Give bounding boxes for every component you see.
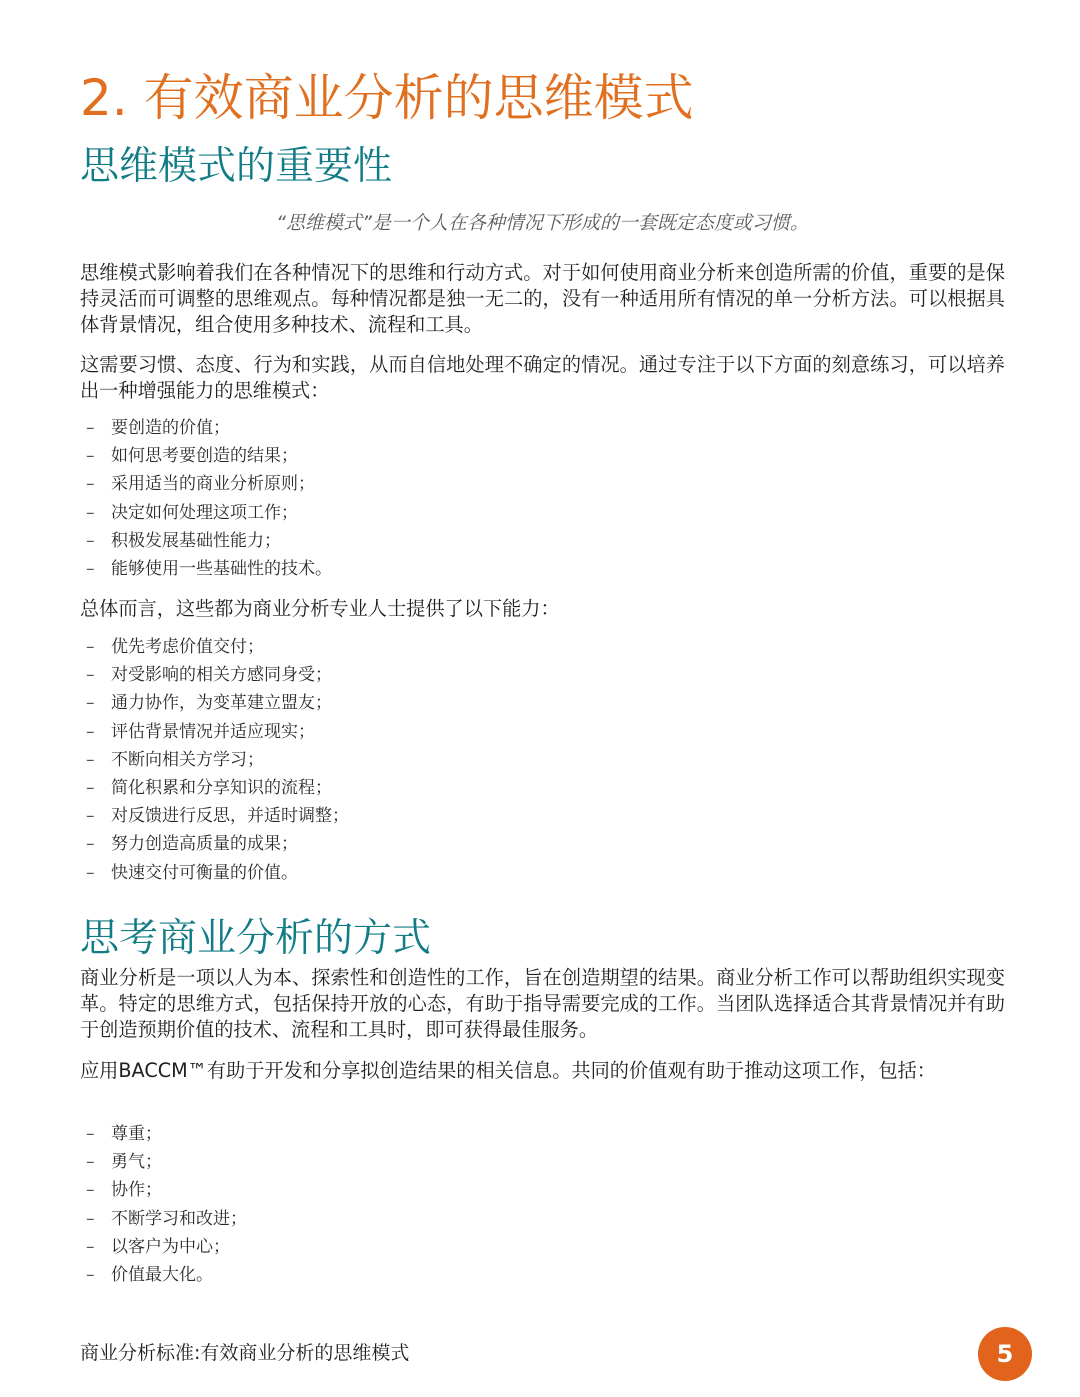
paragraph-habits: 这需要习惯、态度、行为和实践，从而自信地处理不确定的情况。通过专注于以下方面的刻意练习，可以培养出一种增强能力的思维模式： [80, 353, 1005, 402]
dash-bullet: – [86, 1124, 95, 1144]
list-item [80, 499, 332, 527]
dash-bullet: – [86, 1265, 95, 1286]
dash-bullet: – [86, 834, 95, 855]
dash-bullet: – [86, 474, 95, 495]
section-heading-mindset-importance: 思维模式的重要性 [80, 144, 393, 189]
list-item [80, 1233, 247, 1261]
list-item [80, 689, 349, 717]
list-item [80, 746, 349, 774]
dash-bullet: – [86, 1152, 95, 1173]
list-item-text: 协作； [111, 1180, 162, 1201]
list-item [80, 1176, 247, 1204]
list-item-text: 不断学习和改进； [111, 1208, 247, 1229]
dash-bullet: – [86, 721, 95, 742]
dash-bullet: – [86, 502, 95, 523]
list-item-text: 要创造的价值； [111, 418, 230, 438]
list-item-text: 优先考虑价值交付； [111, 637, 264, 657]
list-item [80, 1205, 247, 1233]
list-item [80, 633, 349, 661]
list-item [80, 555, 332, 583]
list-item [80, 859, 349, 887]
list-item [80, 661, 349, 689]
list-item-text: 努力创造高质量的成果； [111, 834, 298, 855]
footer-text: 商业分析标准:有效商业分析的思维模式 [80, 1342, 410, 1364]
list-item [80, 470, 332, 498]
list-item-text: 尊重； [111, 1124, 162, 1144]
paragraph-baccm: 应用BACCM™有助于开发和分享拟创造结果的相关信息。共同的价值观有助于推动这项工作，包括： [80, 1059, 936, 1082]
abilities-list [80, 633, 349, 887]
dash-bullet: – [86, 559, 95, 580]
list-item-text: 快速交付可衡量的价值。 [111, 862, 298, 883]
dash-bullet: – [86, 806, 95, 827]
list-item [80, 1148, 247, 1176]
dash-bullet: – [86, 1180, 95, 1201]
list-item-text: 对受影响的相关方感同身受； [111, 665, 332, 686]
list-item-text: 通力协作，为变革建立盟友； [111, 693, 332, 714]
paragraph-summary: 总体而言，这些都为商业分析专业人士提供了以下能力： [80, 597, 560, 620]
dash-bullet: – [86, 418, 95, 438]
list-item [80, 802, 349, 830]
paragraph-mindset-influence: 思维模式影响着我们在各种情况下的思维和行动方式。对于如何使用商业分析来创造所需的价值，重要的是保持灵活而可调整的思维观点。每种情况都是独一无二的，没有一种适用所有情况的单一分析方法。可以根据具体背景情况，组合使用多种技术、流程和工具。 [80, 261, 1005, 336]
list-item-text: 评估背景情况并适应现实； [111, 721, 315, 742]
list-item-text: 价值最大化。 [111, 1265, 213, 1286]
dash-bullet: – [86, 693, 95, 714]
page-title: 2. 有效商业分析的思维模式 [80, 69, 694, 127]
definition-quote: “思维模式”是一个人在各种情况下形成的一套既定态度或习惯。 [276, 212, 809, 234]
list-item [80, 1120, 247, 1148]
list-item-text: 对反馈进行反思，并适时调整； [111, 806, 349, 827]
list-item [80, 1261, 247, 1289]
list-item [80, 830, 349, 858]
dash-bullet: – [86, 530, 95, 551]
paragraph-business-analysis: 商业分析是一项以人为本、探索性和创造性的工作，旨在创造期望的结果。商业分析工作可以帮助组织实现变革。特定的思维方式，包括保持开放的心态，有助于指导需要完成的工作。当团队选择适合其背景情况并有助于创造预期价值的技术、流程和工具时，即可获得最佳服务。 [80, 966, 1005, 1041]
dash-bullet: – [86, 637, 95, 657]
values-list [80, 1120, 247, 1289]
dash-bullet: – [86, 778, 95, 799]
list-item-text: 决定如何处理这项工作； [111, 502, 298, 523]
list-item-text: 以客户为中心； [111, 1236, 230, 1257]
list-item-text: 不断向相关方学习； [111, 749, 264, 770]
dash-bullet: – [86, 446, 95, 467]
page-number-badge: 5 [978, 1327, 1032, 1381]
list-item-text: 如何思考要创造的结果； [111, 446, 298, 467]
list-item-text: 简化积累和分享知识的流程； [111, 778, 332, 799]
focus-areas-list [80, 414, 332, 583]
section-heading-thinking-ways: 思考商业分析的方式 [80, 916, 432, 961]
list-item [80, 718, 349, 746]
list-item-text: 积极发展基础性能力； [111, 530, 281, 551]
list-item [80, 774, 349, 802]
list-item-text: 能够使用一些基础性的技术。 [111, 559, 332, 580]
dash-bullet: – [86, 1208, 95, 1229]
dash-bullet: – [86, 665, 95, 686]
list-item [80, 414, 332, 442]
dash-bullet: – [86, 749, 95, 770]
list-item [80, 527, 332, 555]
list-item-text: 勇气； [111, 1152, 162, 1173]
list-item [80, 442, 332, 470]
dash-bullet: – [86, 1236, 95, 1257]
dash-bullet: – [86, 862, 95, 883]
list-item-text: 采用适当的商业分析原则； [111, 474, 315, 495]
